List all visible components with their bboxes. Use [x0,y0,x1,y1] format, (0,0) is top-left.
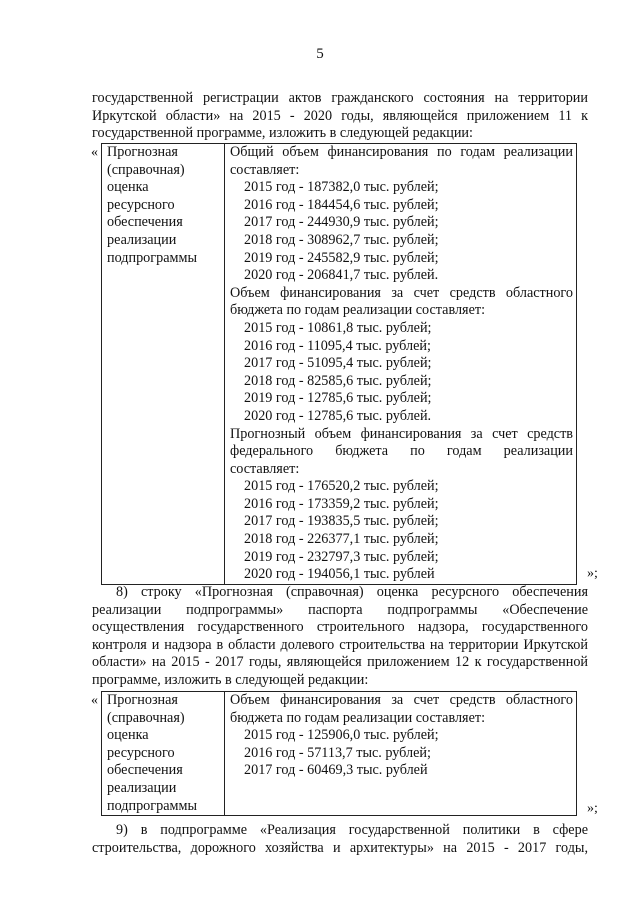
year-row: 2017 год - 244930,9 тыс. рублей; [244,214,439,231]
text-line: строительства, дорожного хозяйства и архитектуры» на 2015 - 2017 годы, [92,839,588,856]
year-row: 2018 год - 308962,7 тыс. рублей; [244,231,439,248]
text-line: государственной программе, изложить в следующей редакции: [92,125,473,142]
year-row: 2015 год - 125906,0 тыс. рублей; [244,727,439,744]
year-row: 2015 год - 176520,2 тыс. рублей; [244,478,439,495]
year-row: 2019 год - 12785,6 тыс. рублей; [244,390,432,407]
year-row: 2016 год - 11095,4 тыс. рублей; [244,337,431,354]
table-value-cell [225,692,577,816]
year-row: 2017 год - 51095,4 тыс. рублей; [244,355,432,372]
open-quote: « [91,693,98,708]
year-row: 2019 год - 232797,3 тыс. рублей; [244,548,439,565]
paragraph-8 [92,584,588,690]
block-heading: Прогнозный объем финансирования за счет средств [230,425,573,442]
label-line: оценка [107,179,149,196]
text-line: 8) строку «Прогнозная (справочная) оценка ресурсного обеспечения [116,584,588,600]
year-row: 2020 год - 194056,1 тыс. рублей [244,566,435,583]
year-row: 2016 год - 173359,2 тыс. рублей; [244,495,439,512]
label-line: Прогнозная [107,692,178,708]
text-line: осуществления государственного строительного надзора, государственного [92,619,588,636]
open-quote: « [91,145,98,160]
year-row: 2016 год - 57113,7 тыс. рублей; [244,744,431,761]
year-row: 2018 год - 82585,6 тыс. рублей; [244,372,432,389]
text-line: программе, изложить в следующей редакции: [92,671,369,688]
funding-table-1 [101,143,577,585]
text-line: реализации подпрограммы» паспорта подпрограммы «Обеспечение [92,601,588,618]
label-line: (справочная) [107,161,185,178]
page-number: 5 [316,46,324,62]
intro-paragraph [92,90,588,143]
year-row: 2020 год - 12785,6 тыс. рублей. [244,407,432,424]
block-heading: Объем финансирования за счет средств областного [230,692,573,708]
block-heading: составляет: [230,460,300,477]
year-row: 2018 год - 226377,1 тыс. рублей; [244,531,439,548]
year-row: 2017 год - 60469,3 тыс. рублей [244,762,428,779]
year-row: 2015 год - 10861,8 тыс. рублей; [244,319,432,336]
block-heading: Объем финансирования за счет средств областного [230,284,573,301]
label-line: подпрограммы [107,249,197,266]
label-line: подпрограммы [107,797,197,814]
table-value-cell [225,144,577,585]
table-label-cell [102,692,225,816]
label-line: ресурсного [107,744,175,761]
text-line: контроля и надзора в области долевого строительства на территории Иркутской [92,636,588,653]
year-row: 2017 год - 193835,5 тыс. рублей; [244,513,439,530]
label-line: Прогнозная [107,144,178,160]
paragraph-9 [92,822,588,857]
label-line: оценка [107,727,149,744]
block-heading: бюджета по годам реализации составляет: [230,302,486,319]
block-heading: федерального бюджета по годам реализации [230,443,573,460]
close-quote: »; [587,801,598,816]
year-row: 2019 год - 245582,9 тыс. рублей; [244,249,439,266]
text-line: 9) в подпрограмме «Реализация государственной политики в сфере [116,822,588,838]
funding-table-2 [101,691,577,816]
label-line: реализации [107,231,177,248]
label-line: обеспечения [107,762,183,779]
year-row: 2020 год - 206841,7 тыс. рублей. [244,267,439,284]
year-row: 2015 год - 187382,0 тыс. рублей; [244,179,439,196]
year-row: 2016 год - 184454,6 тыс. рублей; [244,196,439,213]
block-heading: составляет: [230,161,300,178]
label-line: (справочная) [107,709,185,726]
label-line: обеспечения [107,214,183,231]
block-heading: Общий объем финансирования по годам реализации [230,144,573,160]
close-quote: »; [587,566,598,581]
text-line: Иркутской области» на 2015 - 2020 годы, являющейся приложением 11 к [92,107,588,124]
table-label-cell [102,144,225,585]
block-heading: бюджета по годам реализации составляет: [230,709,486,726]
text-line: государственной регистрации актов гражданского состояния на территории [92,90,588,106]
text-line: области» на 2015 - 2017 годы, являющейся приложением 12 к государственной [92,654,588,671]
label-line: ресурсного [107,196,175,213]
label-line: реализации [107,779,177,796]
